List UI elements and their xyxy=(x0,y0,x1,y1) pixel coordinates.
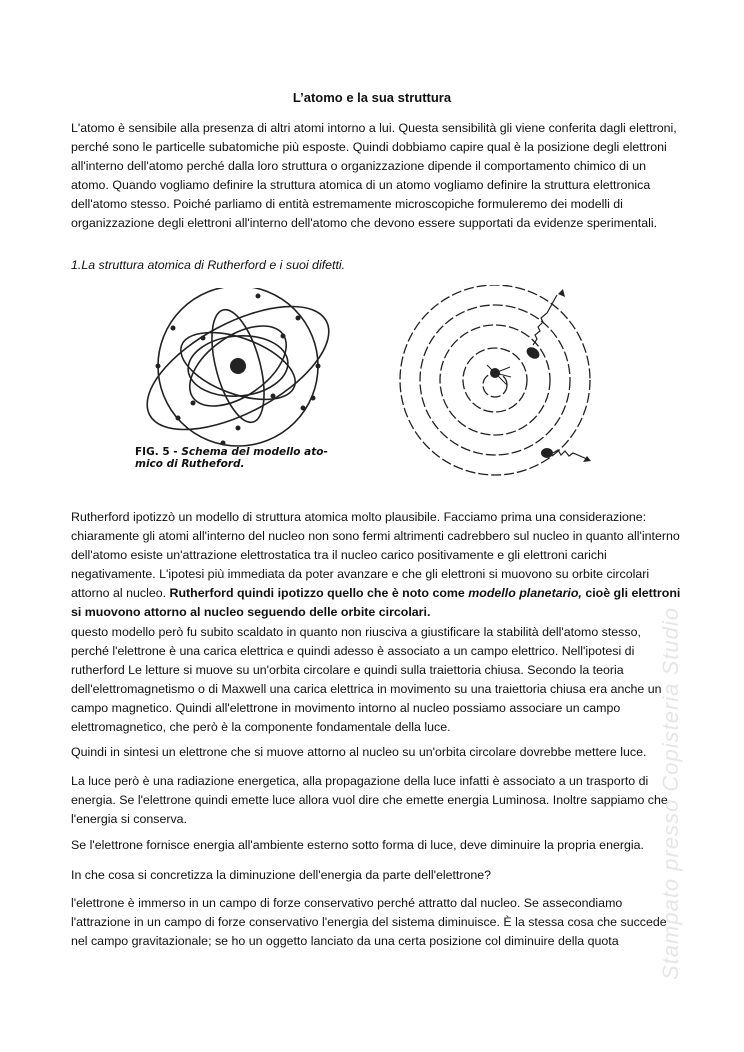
figure-caption xyxy=(135,446,328,470)
section-heading: 1.La struttura atomica di Rutherford e i suoi difetti. xyxy=(71,258,346,272)
paragraph-question: In che cosa si concretizza la diminuzione dell'energia da parte dell'elettrone? xyxy=(71,868,492,882)
caption-line2: mico di Rutheford. xyxy=(135,458,245,470)
intro-paragraph: L'atomo è sensibile alla presenza di altri atomi intorno a lui. Questa sensibilità gli viene conferita dagli elettroni, perché sono le particelle subatomiche più esposte. Quindi dobbiamo capire qual è la posizione degli elettroni all'interno dell'atomo perché dalla loro struttura o organizzazione dipende il comportamento chimico di un atomo. Quando vogliamo definire la struttura atomica di un atomo vogliamo definire la struttura elettronica dell'atomo stesso. Poiché parliamo di entità estremamente microscopiche formuleremo dei modelli di organizzazione degli elettroni all'interno dell'atomo che devono essere supportati da evidenze sperimentali. xyxy=(71,121,677,230)
paragraph-energy-decrease: Se l'elettrone fornisce energia all'ambiente esterno sotto forma di luce, deve diminuire la propria energia. xyxy=(71,838,644,852)
arrow-head xyxy=(558,289,565,297)
bold-italic-text: modello planetario, xyxy=(468,586,582,600)
paragraph-synthesis: Quindi in sintesi un elettrone che si muove attorno al nucleo su un'orbita circolare dovrebbe mettere luce. xyxy=(71,745,647,759)
paragraph-text: Rutherford ipotizzò un modello di struttura atomica molto plausibile. Facciamo prima una considerazione: chiaramente gli atomi all'interno del nucleo non sono fermi altrimenti cadrebbero sul nucleo in quanto all'interno dell'atomo esiste un'attrazione elettrostatica tra il nucleo carico positivamente e gli elettroni carichi negativamente. L'ipotesi più immediata da poter avanzare e che gli elettroni si muovono su orbite circolari attorno al nucleo. xyxy=(71,510,680,600)
rutherford-paragraph xyxy=(71,508,681,622)
orbit-ring xyxy=(440,325,550,435)
page-title: L’atomo e la sua struttura xyxy=(292,90,452,105)
watermark: Stampato presso Copisteria Studio xyxy=(658,607,683,980)
nucleus xyxy=(230,358,246,374)
planetary-model-figure xyxy=(395,285,620,485)
paragraph-instability: questo modello però fu subito scaldato in quanto non riusciva a giustificare la stabilità dell'atomo stesso, perché l'elettrone è una carica elettrica e quindi adesso è associato a un campo elettrico. Nell'ipotesi di rutherford Le letture si muove su un'orbita circolare e quindi sulla traiettoria chiusa. Secondo la teoria dell'elettromagnetismo o di Maxwell una carica elettrica in movimento su una traiettoria chiusa era anche un campo magnetico. Quindi all'elettrone in movimento intorno al nucleo possiamo associare un campo elettromagnetico, che però è la componente fondamentale della luce. xyxy=(71,625,662,734)
paragraph-light-energy: La luce però è una radiazione energetica, alla propagazione della luce infatti è associato a un trasporto di energia. Se l'elettrone quindi emette luce allora vuol dire che emette energia Luminosa. Inoltre sappiamo che l'energia si conserva. xyxy=(71,774,668,826)
caption-prefix: FIG. 5 - xyxy=(135,446,182,458)
bold-text: cioè gli elettroni si muovono attorno al nucleo seguendo delle orbite circolari. xyxy=(71,586,681,619)
paragraph-conservative-field: l'elettrone è immerso in un campo di forze conservativo perché attratto dal nucleo. Se assecondiamo l'attrazione in un campo di forze conservativo l'energia del sistema diminuisce. È la stessa cosa che succede nel campo gravitazionale; se ho un oggetto lanciato da una certa posizione col diminuire della quota xyxy=(71,896,667,948)
orbit-ring xyxy=(463,348,527,412)
electron-emitting xyxy=(524,345,541,361)
electron-emitting-2 xyxy=(541,448,553,458)
radiation-wave xyxy=(533,295,557,345)
bold-text: Rutherford quindi ipotizzo quello che è noto come xyxy=(169,586,469,600)
orbit-ring xyxy=(420,305,570,455)
orbit-ring xyxy=(400,285,590,475)
arrow-head-2 xyxy=(583,456,591,462)
caption-line1: Schema del modello ato- xyxy=(181,446,328,458)
